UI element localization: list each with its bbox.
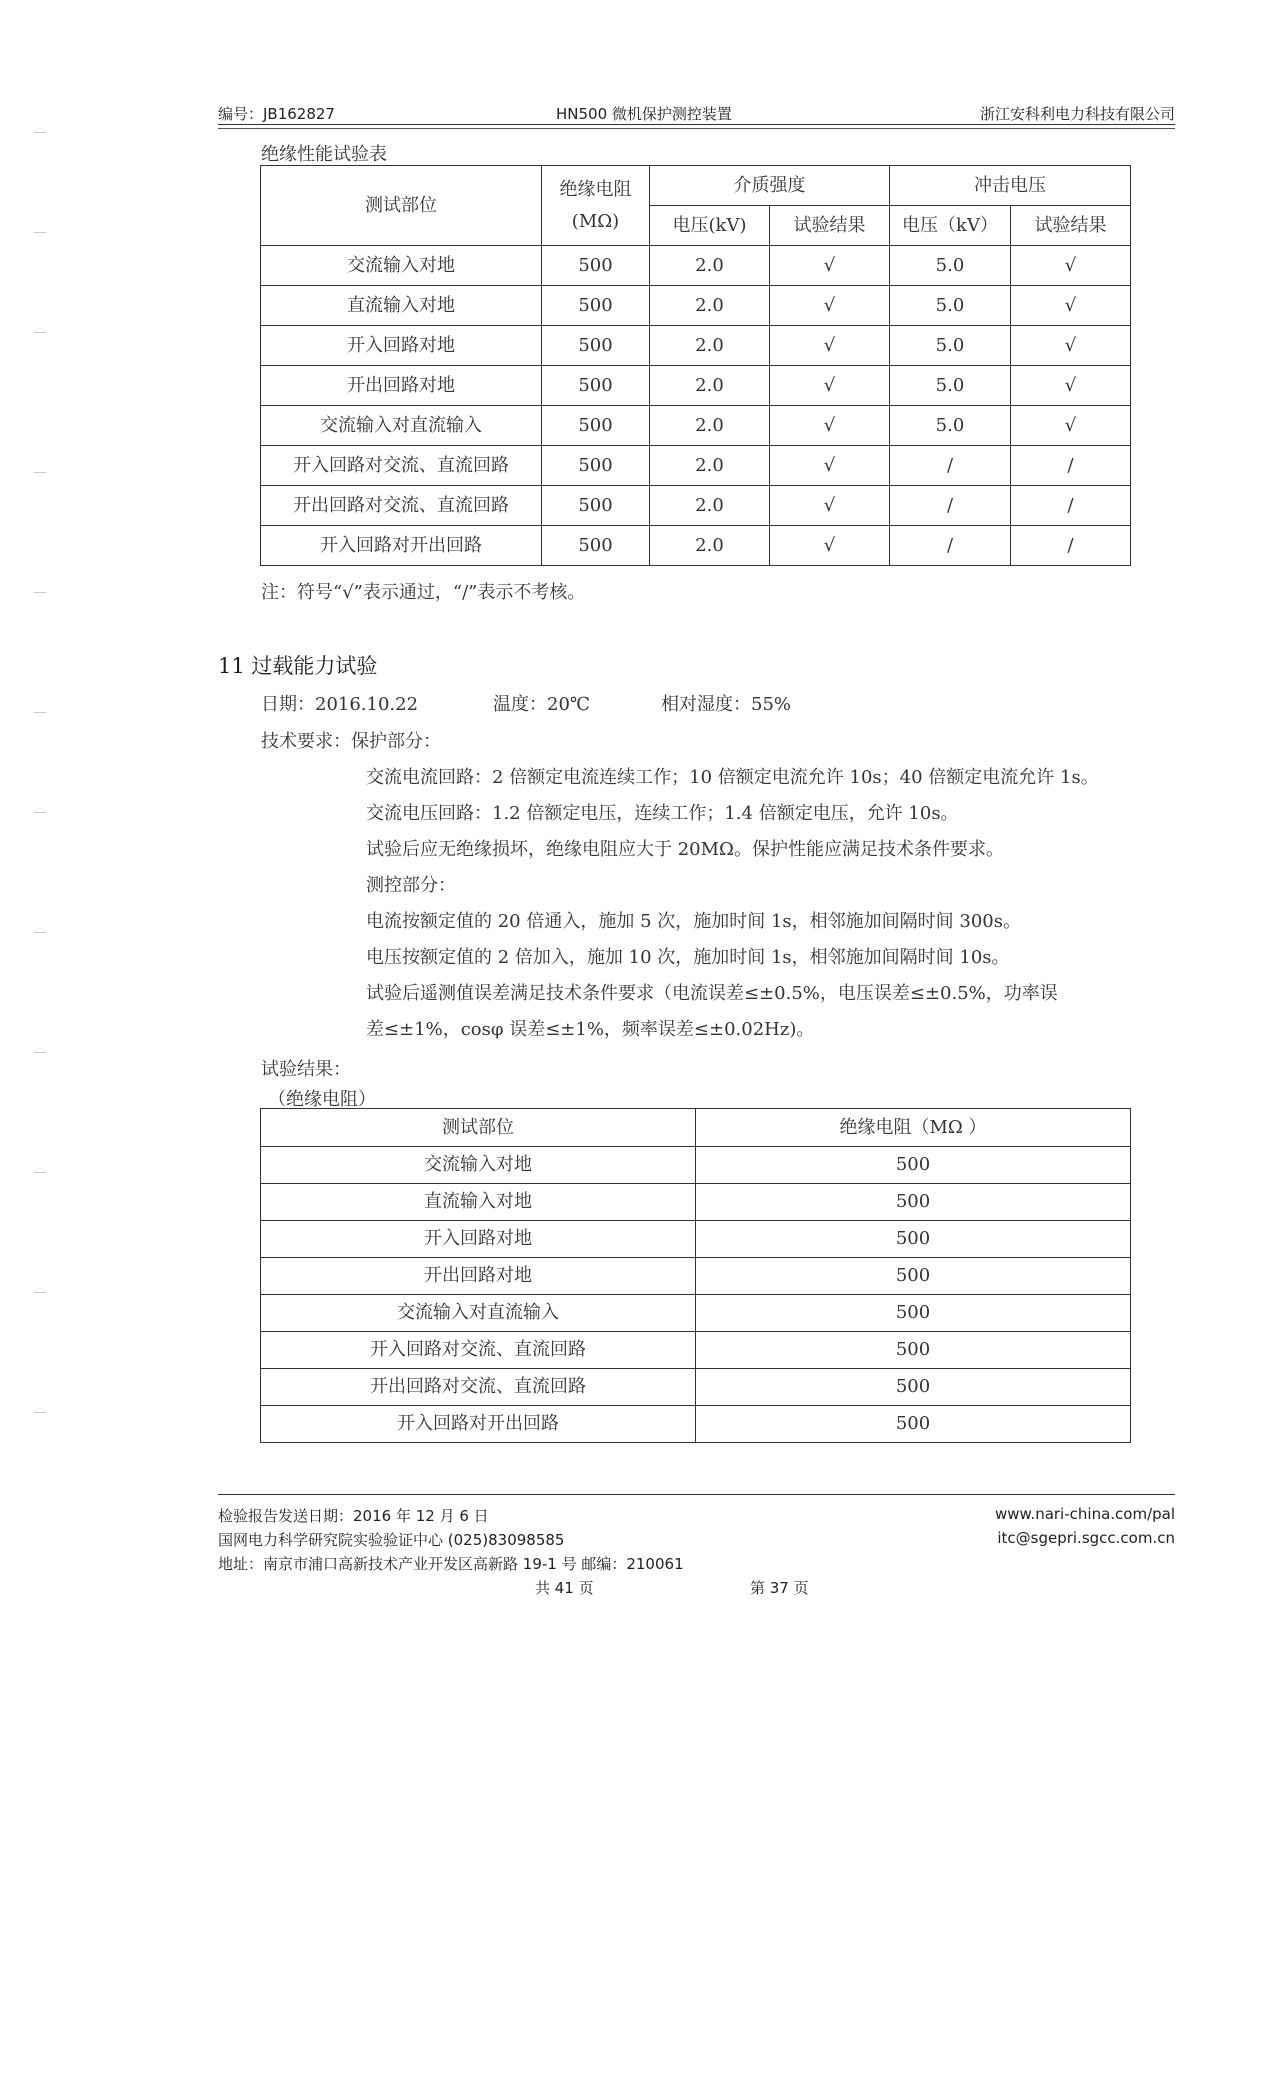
row-part: 开出回路对交流、直流回路 xyxy=(261,1369,696,1406)
row-resistance: 500 xyxy=(542,446,650,486)
row-part: 交流输入对直流输入 xyxy=(261,406,542,446)
row-part: 直流输入对地 xyxy=(261,286,542,326)
row-impulse-result: √ xyxy=(1011,406,1131,446)
row-value: 500 xyxy=(696,1184,1131,1221)
table-row xyxy=(261,1369,1131,1406)
requirement-line: 电压按额定值的 2 倍加入，施加 10 次，施加时间 1s，相邻施加间隔时间 10s。 xyxy=(366,947,1010,968)
website: www.nari-china.com/pal xyxy=(995,1505,1175,1523)
row-resistance: 500 xyxy=(542,326,650,366)
footer-rule xyxy=(218,1494,1175,1495)
row-dielectric-result: √ xyxy=(770,526,890,566)
row-part: 开入回路对地 xyxy=(261,1221,696,1258)
row-value: 500 xyxy=(696,1258,1131,1295)
table-row xyxy=(261,246,1131,286)
row-impulse-voltage: 5.0 xyxy=(890,326,1011,366)
table-row xyxy=(261,1184,1131,1221)
row-dielectric-result: √ xyxy=(770,366,890,406)
row-dielectric-voltage: 2.0 xyxy=(650,366,770,406)
row-impulse-result: √ xyxy=(1011,286,1131,326)
requirement-line: 交流电压回路：1.2 倍额定电压，连续工作；1.4 倍额定电压，允许 10s。 xyxy=(366,803,959,824)
row-dielectric-voltage: 2.0 xyxy=(650,246,770,286)
row-part: 开入回路对开出回路 xyxy=(261,526,542,566)
row-part: 交流输入对地 xyxy=(261,1147,696,1184)
test-center: 国网电力科学研究院实验验证中心 (025)83098585 xyxy=(218,1531,565,1549)
row-resistance: 500 xyxy=(542,526,650,566)
header-dielectric-strength: 介质强度 xyxy=(650,166,890,206)
header-impulse-voltage-kv: 电压（kV） xyxy=(890,206,1011,246)
row-impulse-voltage: / xyxy=(890,486,1011,526)
total-pages: 共 41 页 xyxy=(535,1579,594,1597)
table-note: 注：符号“√”表示通过，“/”表示不考核。 xyxy=(261,582,586,603)
row-dielectric-result: √ xyxy=(770,326,890,366)
document-number: 编号：JB162827 xyxy=(218,105,335,123)
resistance-table-caption: （绝缘电阻） xyxy=(268,1089,376,1110)
table-row xyxy=(261,1258,1131,1295)
table-row xyxy=(261,1221,1131,1258)
table-row xyxy=(261,366,1131,406)
row-part: 交流输入对地 xyxy=(261,246,542,286)
row-impulse-voltage: / xyxy=(890,446,1011,486)
row-part: 直流输入对地 xyxy=(261,1184,696,1221)
row-dielectric-voltage: 2.0 xyxy=(650,286,770,326)
row-dielectric-result: √ xyxy=(770,286,890,326)
test-humidity: 相对湿度：55% xyxy=(661,694,792,715)
table-row xyxy=(261,1406,1131,1443)
row-value: 500 xyxy=(696,1332,1131,1369)
row-dielectric-result: √ xyxy=(770,486,890,526)
row-resistance: 500 xyxy=(542,246,650,286)
header-impulse-result: 试验结果 xyxy=(1011,206,1131,246)
row-impulse-voltage: 5.0 xyxy=(890,286,1011,326)
table-row xyxy=(261,486,1131,526)
table-row xyxy=(261,286,1131,326)
company-name: 浙江安科利电力科技有限公司 xyxy=(979,105,1175,123)
email: itc@sgepri.sgcc.com.cn xyxy=(997,1529,1175,1547)
row-impulse-result: / xyxy=(1011,526,1131,566)
row-part: 开出回路对地 xyxy=(261,366,542,406)
address: 地址：南京市浦口高新技术产业开发区高新路 19-1 号 邮编：210061 xyxy=(218,1555,684,1573)
row-dielectric-result: √ xyxy=(770,406,890,446)
row-impulse-voltage: 5.0 xyxy=(890,406,1011,446)
header-rule-thin xyxy=(218,128,1175,129)
header-impulse-voltage: 冲击电压 xyxy=(890,166,1131,206)
row-value: 500 xyxy=(696,1147,1131,1184)
table-row xyxy=(261,526,1131,566)
row-part: 交流输入对直流输入 xyxy=(261,1295,696,1332)
section-title: 11 过载能力试验 xyxy=(218,654,378,678)
requirement-line: 交流电流回路：2 倍额定电流连续工作；10 倍额定电流允许 10s；40 倍额定电流允许 1s。 xyxy=(366,767,1099,788)
row-impulse-result: / xyxy=(1011,486,1131,526)
row-impulse-voltage: 5.0 xyxy=(890,366,1011,406)
table-row xyxy=(261,1295,1131,1332)
table-row xyxy=(261,406,1131,446)
table-row xyxy=(261,1147,1131,1184)
table-row xyxy=(261,326,1131,366)
row-impulse-result: √ xyxy=(1011,366,1131,406)
insulation-performance-table xyxy=(260,165,1131,566)
requirement-line: 差≤±1%，cosφ 误差≤±1%，频率误差≤±0.02Hz)。 xyxy=(366,1019,815,1040)
row-impulse-voltage: / xyxy=(890,526,1011,566)
test-result-label: 试验结果： xyxy=(261,1059,351,1080)
test-temperature: 温度：20℃ xyxy=(493,694,591,715)
header-insulation-resistance xyxy=(542,166,650,246)
row-part: 开出回路对地 xyxy=(261,1258,696,1295)
header-rule xyxy=(218,124,1175,125)
insulation-resistance-table xyxy=(260,1108,1131,1443)
report-send-date: 检验报告发送日期：2016 年 12 月 6 日 xyxy=(218,1507,489,1525)
header-resistance-unit: (MΩ) xyxy=(571,210,620,232)
product-name: HN500 微机保护测控装置 xyxy=(556,105,732,123)
row-part: 开入回路对开出回路 xyxy=(261,1406,696,1443)
requirement-line: 试验后遥测值误差满足技术条件要求（电流误差≤±0.5%，电压误差≤±0.5%，功率误 xyxy=(366,983,1058,1004)
row-resistance: 500 xyxy=(542,406,650,446)
row-value: 500 xyxy=(696,1295,1131,1332)
row-part: 开入回路对地 xyxy=(261,326,542,366)
row-impulse-result: √ xyxy=(1011,326,1131,366)
requirement-line: 试验后应无绝缘损坏，绝缘电阻应大于 20MΩ。保护性能应满足技术条件要求。 xyxy=(366,839,1004,860)
row-impulse-voltage: 5.0 xyxy=(890,246,1011,286)
row-resistance: 500 xyxy=(542,286,650,326)
row-value: 500 xyxy=(696,1221,1131,1258)
row-resistance: 500 xyxy=(542,486,650,526)
row-value: 500 xyxy=(696,1406,1131,1443)
header-dielectric-voltage: 电压(kV) xyxy=(650,206,770,246)
table-row xyxy=(261,446,1131,486)
page-number: 第 37 页 xyxy=(750,1579,809,1597)
header-test-part: 测试部位 xyxy=(261,1109,696,1147)
row-value: 500 xyxy=(696,1369,1131,1406)
test-date: 日期：2016.10.22 xyxy=(261,694,419,715)
table-row xyxy=(261,1332,1131,1369)
header-test-part: 测试部位 xyxy=(261,166,542,246)
row-dielectric-voltage: 2.0 xyxy=(650,526,770,566)
row-dielectric-voltage: 2.0 xyxy=(650,446,770,486)
row-dielectric-result: √ xyxy=(770,446,890,486)
row-impulse-result: / xyxy=(1011,446,1131,486)
row-part: 开入回路对交流、直流回路 xyxy=(261,446,542,486)
tech-requirements-label: 技术要求：保护部分： xyxy=(261,731,441,752)
requirement-line: 测控部分： xyxy=(366,875,456,896)
requirement-line: 电流按额定值的 20 倍通入，施加 5 次，施加时间 1s，相邻施加间隔时间 300s。 xyxy=(366,911,1021,932)
row-impulse-result: √ xyxy=(1011,246,1131,286)
header-insulation-resistance: 绝缘电阻（MΩ ） xyxy=(696,1109,1131,1147)
header-dielectric-result: 试验结果 xyxy=(770,206,890,246)
row-part: 开入回路对交流、直流回路 xyxy=(261,1332,696,1369)
insulation-table-caption: 绝缘性能试验表 xyxy=(261,144,387,165)
header-resistance-line1: 绝缘电阻 xyxy=(559,178,632,200)
row-dielectric-result: √ xyxy=(770,246,890,286)
row-part: 开出回路对交流、直流回路 xyxy=(261,486,542,526)
row-dielectric-voltage: 2.0 xyxy=(650,406,770,446)
row-dielectric-voltage: 2.0 xyxy=(650,326,770,366)
row-resistance: 500 xyxy=(542,366,650,406)
row-dielectric-voltage: 2.0 xyxy=(650,486,770,526)
